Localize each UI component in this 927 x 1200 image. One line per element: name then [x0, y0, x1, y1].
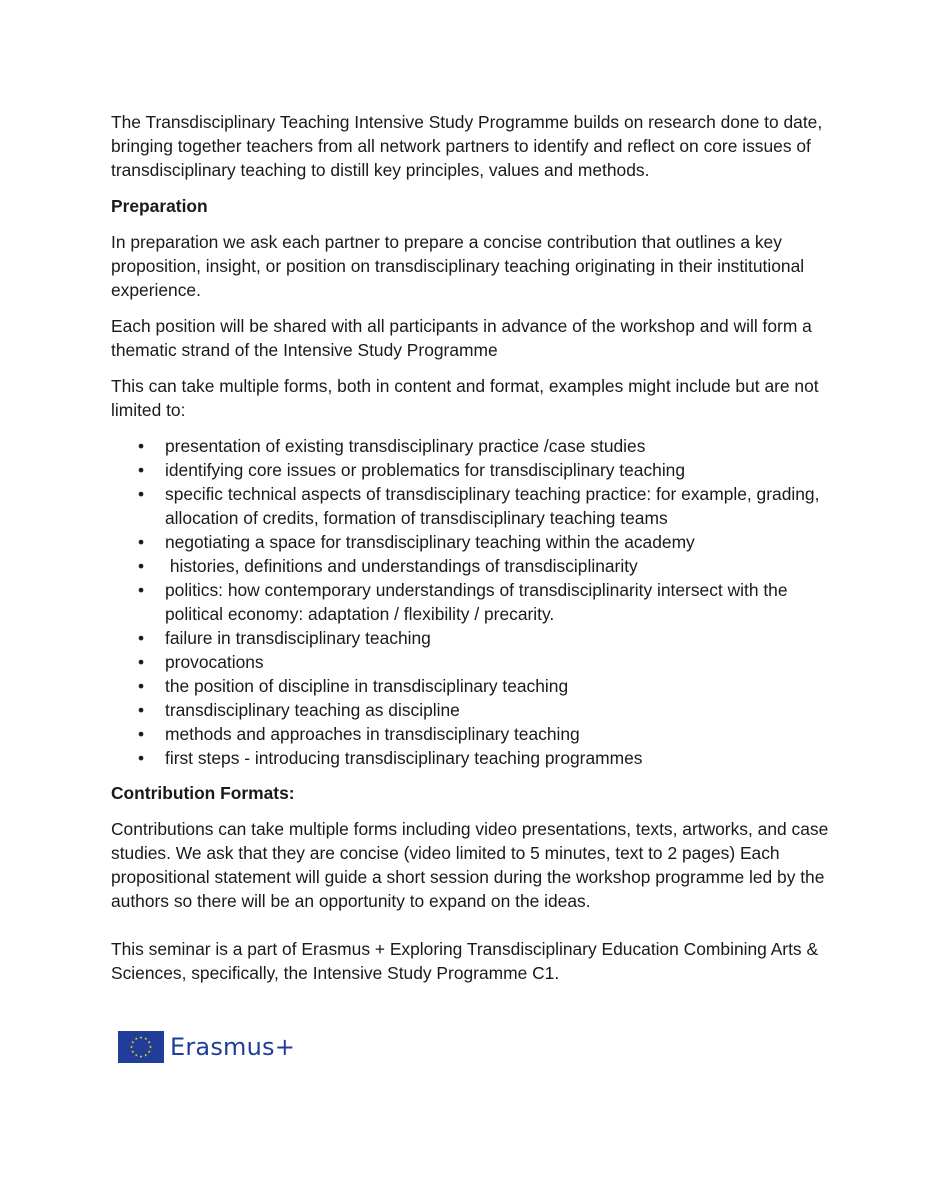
list-item-text: methods and approaches in transdisciplinary teaching [165, 724, 580, 744]
list-item [136, 674, 831, 698]
bullet-icon: • [137, 652, 145, 672]
list-item-text: negotiating a space for transdisciplinary teaching within the academy [165, 532, 695, 552]
preparation-paragraph-1: In preparation we ask each partner to prepare a concise contribution that outlines a key proposition, insight, or position on transdisciplinary teaching originating in their institutional experience. [111, 232, 805, 300]
bullet-icon: • [137, 700, 145, 720]
bullet-icon: • [137, 580, 145, 600]
bullet-icon: • [137, 532, 145, 552]
preparation-paragraph-3: This can take multiple forms, both in content and format, examples might include but are not limited to: [111, 376, 819, 420]
contribution-formats-paragraph: Contributions can take multiple forms including video presentations, texts, artworks, and case studies. We ask that they are concise (video limited to 5 minutes, text to 2 pages) Each propositional statement will guide a short session during the workshop programme led by the authors so there will be an opportunity to expand on the ideas. [111, 819, 829, 911]
list-item [136, 698, 831, 722]
document-page [111, 110, 831, 997]
topics-list [111, 434, 831, 770]
list-item-text: presentation of existing transdisciplinary practice /case studies [165, 436, 646, 456]
list-item [136, 482, 831, 530]
bullet-icon: • [137, 724, 145, 744]
list-item-text: specific technical aspects of transdisciplinary teaching practice: for example, grading, allocation of credits, formation of transdisciplinary teaching teams [165, 484, 820, 528]
list-item [136, 434, 831, 458]
list-item [136, 650, 831, 674]
list-item-text: politics: how contemporary understandings of transdisciplinarity intersect with the political economy: adaptation / flexibility / precarity. [165, 580, 788, 624]
contribution-formats-heading: Contribution Formats: [111, 783, 295, 803]
list-item-text: histories, definitions and understandings of transdisciplinarity [165, 556, 638, 576]
list-item-text: the position of discipline in transdisciplinary teaching [165, 676, 569, 696]
erasmus-logo-text: Erasmus+ [170, 1033, 296, 1061]
list-item [136, 554, 831, 578]
erasmus-logo [118, 1030, 295, 1064]
bullet-icon: • [137, 436, 145, 456]
bullet-icon: • [137, 748, 145, 768]
list-item-text: transdisciplinary teaching as discipline [165, 700, 460, 720]
bullet-icon: • [137, 460, 145, 480]
list-item [136, 530, 831, 554]
closing-paragraph: This seminar is a part of Erasmus + Exploring Transdisciplinary Education Combining Arts & Sciences, specifically, the Intensive Study Programme C1. [111, 939, 819, 983]
list-item [136, 458, 831, 482]
eu-flag-icon [118, 1031, 164, 1063]
preparation-paragraph-2: Each position will be shared with all participants in advance of the workshop and will form a thematic strand of the Intensive Study Programme [111, 316, 812, 360]
list-item [136, 746, 831, 770]
list-item [136, 578, 831, 626]
list-item [136, 722, 831, 746]
bullet-icon: • [137, 556, 145, 576]
list-item [136, 626, 831, 650]
list-item-text: identifying core issues or problematics for transdisciplinary teaching [165, 460, 686, 480]
list-item-text: first steps - introducing transdisciplinary teaching programmes [165, 748, 643, 768]
intro-paragraph: The Transdisciplinary Teaching Intensive Study Programme builds on research done to date, bringing together teachers from all network partners to identify and reflect on core issues of transdisciplinary teaching to distill key principles, values and methods. [111, 112, 823, 180]
list-item-text: provocations [165, 652, 264, 672]
preparation-heading: Preparation [111, 196, 208, 216]
bullet-icon: • [137, 676, 145, 696]
bullet-icon: • [137, 628, 145, 648]
bullet-icon: • [137, 484, 145, 504]
list-item-text: failure in transdisciplinary teaching [165, 628, 431, 648]
